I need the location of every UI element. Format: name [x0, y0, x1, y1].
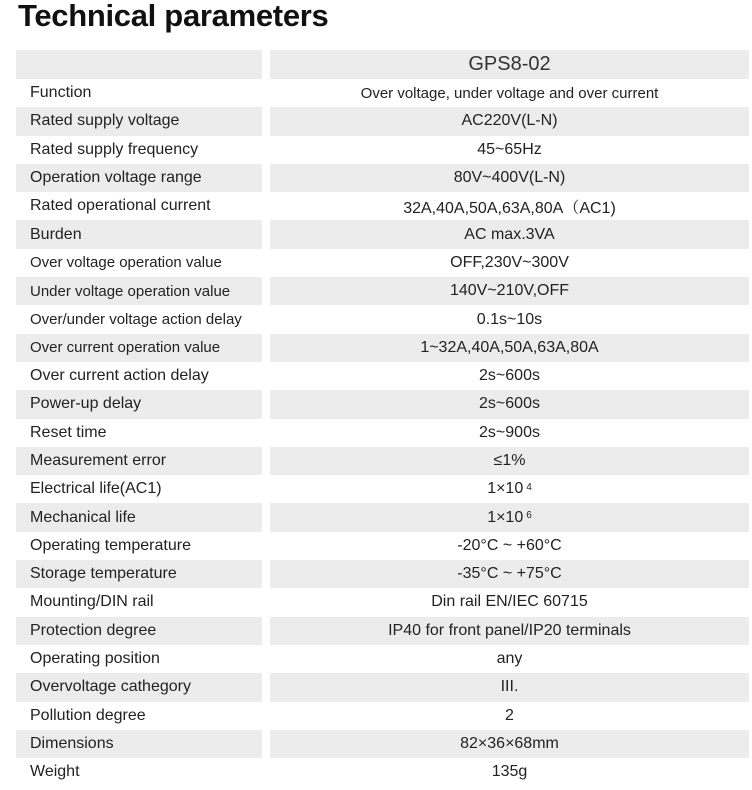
param-name: Pollution degree	[30, 706, 146, 724]
table-row	[16, 136, 749, 164]
value-exponent: 4	[526, 481, 532, 493]
param-value	[270, 390, 749, 418]
param-name: Electrical life(AC1)	[30, 480, 162, 498]
param-value	[270, 447, 749, 475]
param-value	[270, 107, 749, 135]
table-header-row	[16, 50, 749, 79]
param-name: Burden	[16, 220, 262, 248]
value-text: 2s~900s	[479, 423, 540, 441]
value-text: -20°C ~ +60°C	[457, 536, 562, 554]
table-row	[16, 673, 749, 701]
param-value	[270, 277, 749, 305]
param-name: Under voltage operation value	[16, 277, 262, 305]
param-name: Operation voltage range	[16, 164, 262, 192]
table-row	[16, 390, 749, 418]
value-text: 140V~210V,OFF	[449, 282, 570, 300]
param-value	[270, 532, 749, 560]
param-value	[270, 79, 749, 107]
table-row	[16, 532, 749, 560]
table-row	[16, 730, 749, 758]
value-text: 32A,40A,50A,63A,80A（AC1)	[403, 199, 616, 217]
param-value	[270, 758, 749, 786]
value-text: 2	[505, 706, 514, 724]
table-row	[16, 79, 749, 107]
page-title: Technical parameters	[18, 0, 329, 33]
table-row	[16, 645, 749, 673]
table-row	[16, 617, 749, 645]
param-value	[270, 702, 749, 730]
value-text: 2s~600s	[479, 367, 540, 385]
param-name: Over/under voltage action delay	[30, 311, 242, 329]
param-name: Over current action delay	[30, 367, 209, 385]
value-text: 45~65Hz	[477, 140, 542, 158]
param-value	[270, 249, 749, 277]
param-name: Operating position	[30, 650, 160, 668]
value-text: any	[496, 650, 523, 668]
table-row	[16, 588, 749, 616]
table-row	[16, 560, 749, 588]
param-name: Function	[30, 84, 92, 102]
param-name: Rated supply frequency	[30, 140, 199, 158]
value-text: IP40 for front panel/IP20 terminals	[388, 621, 631, 639]
value-text: 0.1s~10s	[476, 310, 543, 328]
param-name: Mechanical life	[16, 503, 262, 531]
param-name: Rated supply voltage	[16, 107, 262, 135]
param-name: Rated operational current	[30, 197, 211, 215]
table-row	[16, 362, 749, 390]
value-text: 82×36×68mm	[460, 734, 559, 752]
model-header: GPS8-02	[270, 50, 749, 79]
param-value	[270, 730, 749, 758]
table-row	[16, 277, 749, 305]
param-value	[270, 645, 749, 673]
param-name: Operating temperature	[30, 536, 191, 554]
param-name: Storage temperature	[16, 560, 262, 588]
table-row	[16, 249, 749, 277]
table-row	[16, 758, 749, 786]
param-value	[270, 334, 749, 362]
table-row	[16, 164, 749, 192]
param-value	[270, 305, 749, 333]
table-row	[16, 702, 749, 730]
param-name: Reset time	[30, 423, 107, 441]
value-text: -35°C ~ +75°C	[457, 565, 562, 583]
value-text: 80V~400V(L-N)	[453, 169, 566, 187]
table-row	[16, 503, 749, 531]
param-name: Measurement error	[16, 447, 262, 475]
param-name: Over current operation value	[16, 334, 262, 362]
param-name: Mounting/DIN rail	[30, 593, 154, 611]
param-name: Weight	[30, 763, 80, 781]
value-text: III.	[500, 678, 519, 696]
value-exponent: 6	[526, 510, 532, 522]
table-row	[16, 447, 749, 475]
table-row	[16, 192, 749, 220]
table-row	[16, 305, 749, 333]
param-name: Protection degree	[16, 617, 262, 645]
param-value	[270, 617, 749, 645]
param-name: Overvoltage cathegory	[16, 673, 262, 701]
value-text: 1×10	[487, 508, 524, 526]
param-name: Power-up delay	[16, 390, 262, 418]
param-value	[270, 164, 749, 192]
value-text: 2s~600s	[479, 395, 540, 413]
value-text: AC max.3VA	[464, 225, 555, 243]
param-value	[270, 475, 749, 503]
param-value	[270, 673, 749, 701]
param-value	[270, 192, 749, 220]
value-text: OFF,230V~300V	[450, 253, 569, 271]
param-value	[270, 419, 749, 447]
value-text: ≤1%	[493, 452, 526, 469]
param-name: Dimensions	[16, 730, 262, 758]
value-text: Din rail EN/IEC 60715	[431, 593, 588, 611]
parameters-table	[16, 50, 749, 786]
param-value	[270, 136, 749, 164]
table-row	[16, 107, 749, 135]
value-text: 1~32A,40A,50A,63A,80A	[420, 338, 599, 356]
param-value	[270, 503, 749, 531]
table-row	[16, 419, 749, 447]
param-value	[270, 588, 749, 616]
header-blank-cell	[16, 50, 262, 79]
table-row	[16, 475, 749, 503]
table-row	[16, 220, 749, 248]
param-value	[270, 362, 749, 390]
param-value	[270, 220, 749, 248]
param-name: Over voltage operation value	[30, 254, 222, 272]
value-text: 1×10	[487, 480, 524, 498]
value-text: Over voltage, under voltage and over current	[360, 84, 659, 102]
value-text: 135g	[491, 763, 528, 781]
table-row	[16, 334, 749, 362]
value-text: AC220V(L-N)	[461, 112, 558, 130]
param-value	[270, 560, 749, 588]
